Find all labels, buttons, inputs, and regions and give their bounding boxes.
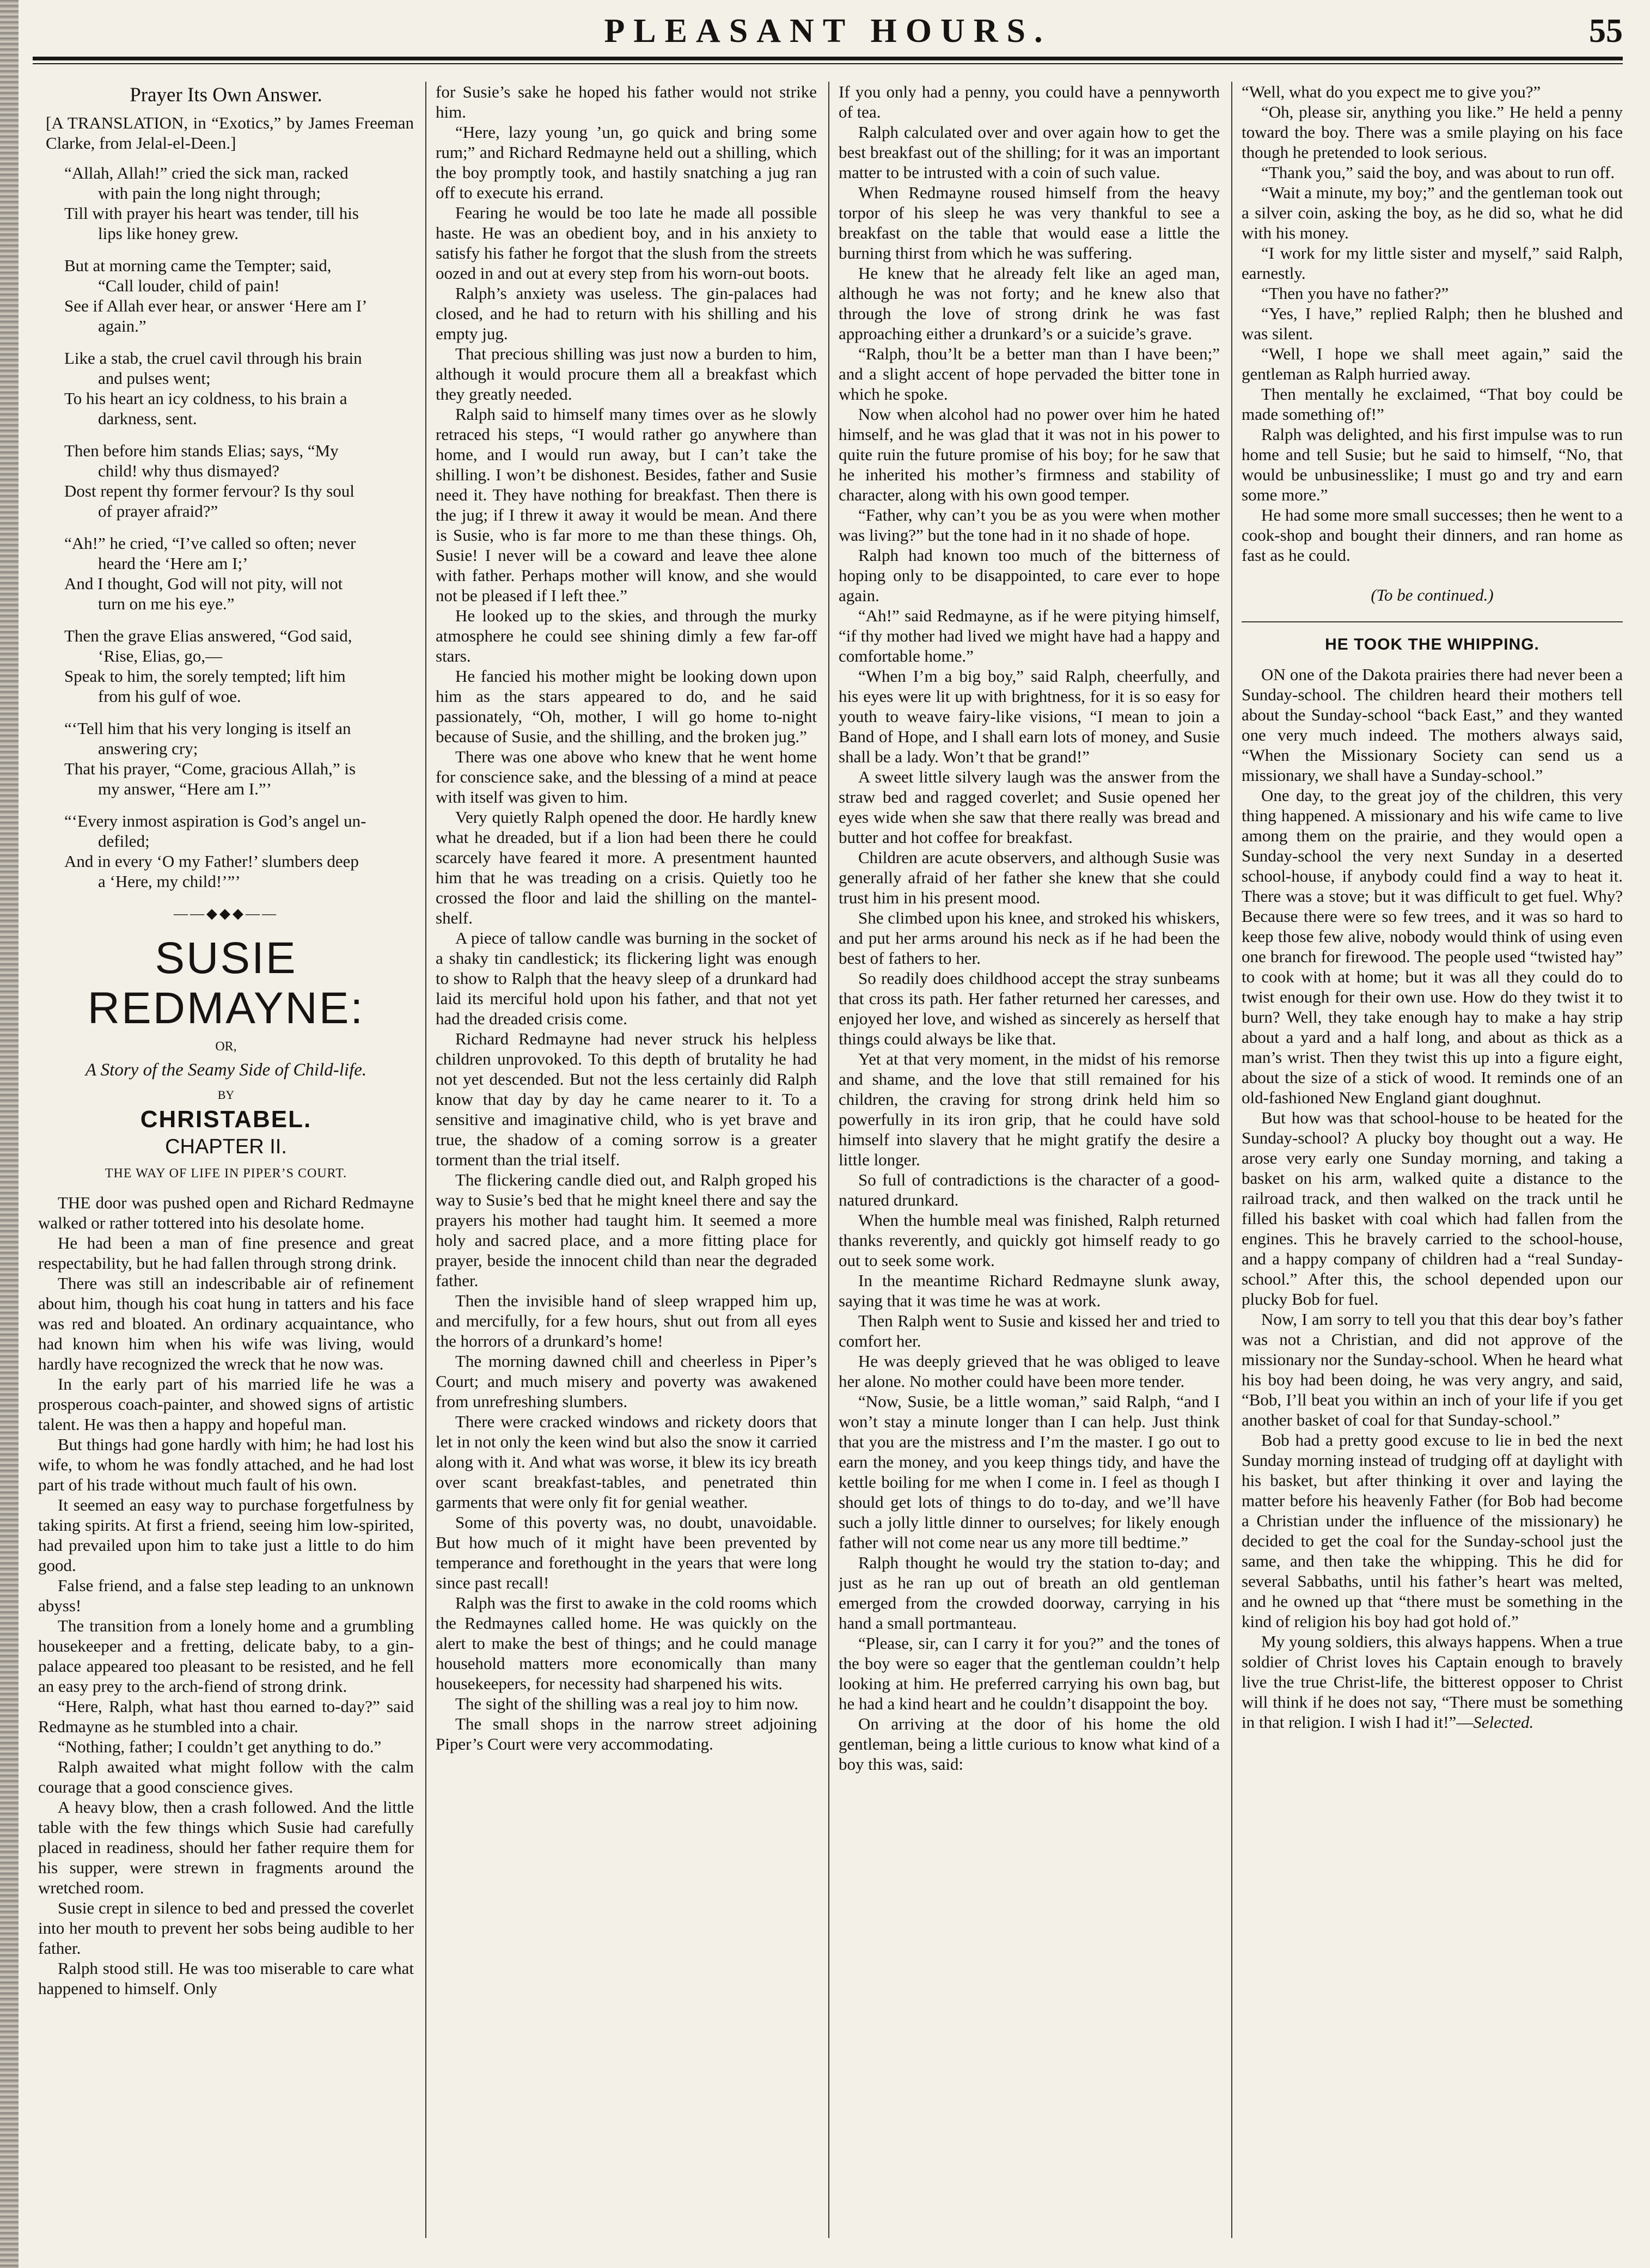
poem-stanza <box>38 255 414 336</box>
poem-line: Speak to him, the sorely tempted; lift him <box>64 667 346 686</box>
paragraph: She climbed upon his knee, and stroked his whiskers, and put her arms around his neck as if he had been the best of fathers to her. <box>839 908 1220 968</box>
paragraph: It seemed an easy way to purchase forgetfulness by taking spirits. At first a friend, seeing him low-spirited, had prevailed upon him to take just a little to do him good. <box>38 1495 414 1575</box>
paragraph: Fearing he would be too late he made all possible haste. He was an obedient boy, and in his anxiety to satisfy his father he forgot that the slush from the streets oozed in and out at every step from his worn-out boots. <box>436 203 817 283</box>
paragraph: “Then you have no father?” <box>1261 284 1449 303</box>
paragraph: But how was that school-house to be heated for the Sunday-school? A plucky boy thought out a way. He arose very early one Sunday morning, and taking a basket on his arm, walked quite a distance to the railroad track, and then walked on the track until he filled his basket with coal which had fallen from the engines. This he bravely carried to the school-house, and a happy company of children had a “real Sunday-school.” After this, the school depended upon our plucky Bob for fuel. <box>1242 1108 1623 1309</box>
paragraph: The morning dawned chill and cheerless in Piper’s Court; and much misery and poverty was awakened from unrefreshing slumbers. <box>436 1352 817 1411</box>
poem-line: “‘Every inmost aspiration is God’s angel un- <box>64 811 366 830</box>
poem-line: ‘Rise, Elias, go,— <box>98 646 223 665</box>
paragraph: “Ah!” said Redmayne, as if he were pitying himself, “if thy mother had lived we might have had a happy and comfortable home.” <box>839 606 1220 665</box>
poem-stanza <box>38 811 414 891</box>
to-be-continued: (To be continued.) <box>1371 585 1494 604</box>
story-text-col4 <box>1242 82 1623 565</box>
paragraph: So full of contradictions is the character of a good-natured drunkard. <box>839 1170 1220 1209</box>
masthead <box>33 4 1623 48</box>
poem-line: Then the grave Elias answered, “God said, <box>64 626 352 645</box>
story-subtitle: A Story of the Seamy Side of Child-life. <box>85 1060 367 1080</box>
poem-stanza <box>38 626 414 706</box>
poem-line: Till with prayer his heart was tender, till his <box>64 204 359 223</box>
paragraph: In the meantime Richard Redmayne slunk away, saying that it was time he was at work. <box>839 1271 1220 1310</box>
poem-line: “Call louder, child of pain! <box>98 276 280 295</box>
paragraph: Ralph’s anxiety was useless. The gin-palaces had closed, and he had to return with his shilling and his empty jug. <box>436 284 817 343</box>
poem-line: lips like honey grew. <box>98 224 239 243</box>
paragraph: On arriving at the door of his home the old gentleman, being a little curious to know what kind of a boy this was, said: <box>839 1714 1220 1774</box>
paragraph: Some of this poverty was, no doubt, unavoidable. But how much of it might have been prevented by temperance and forethought in the years that were long since past recall! <box>436 1513 817 1592</box>
column-divider <box>425 82 426 2238</box>
paragraph: “Please, sir, can I carry it for you?” and the tones of the boy were so eager that the gentleman couldn’t help looking at him. He preferred carrying his own bag, but he had a kind heart and he couldn’t disappoint the boy. <box>839 1634 1220 1713</box>
poem-note: [A TRANSLATION, in “Exotics,” by James Freeman Clarke, from Jelal-el-Deen.] <box>46 113 414 152</box>
column-1 <box>38 82 414 2238</box>
paragraph: “Thank you,” said the boy, and was about to run off. <box>1261 163 1615 182</box>
column-divider <box>1231 82 1232 2238</box>
paragraph: When the humble meal was finished, Ralph returned thanks reverently, and quickly got himself ready to go out to seek some work. <box>839 1211 1220 1270</box>
paragraph: The small shops in the narrow street adjoining Piper’s Court were very accommodating. <box>436 1714 817 1753</box>
poem-line: That his prayer, “Come, gracious Allah,” is <box>64 759 356 778</box>
paragraph: “When I’m a big boy,” said Ralph, cheerfully, and his eyes were lit up with brightness, for it is so easy for youth to weave fairy-like visions, “I mean to join a Band of Hope, and I shall earn lots of money, and Susie shall be a lady. Won’t that be grand!” <box>839 667 1220 766</box>
source-credit: Selected. <box>1473 1713 1534 1732</box>
story-text-col3 <box>839 82 1220 1774</box>
poem-line: my answer, “Here am I.”’ <box>98 779 272 798</box>
article-title: HE TOOK THE WHIPPING. <box>1325 635 1539 653</box>
section-rule <box>1242 621 1623 622</box>
poem-line: Then before him stands Elias; says, “My <box>64 441 339 460</box>
poem-line: heard the ‘Here am I;’ <box>98 554 248 573</box>
poem-line: from his gulf of woe. <box>98 687 241 706</box>
paragraph: A heavy blow, then a crash followed. And the little table with the few things which Susie had carefully placed in readiness, should her father require them for his supper, were strewn in fragments around the wretched room. <box>38 1798 414 1897</box>
poem-line: and pulses went; <box>98 369 211 388</box>
paragraph: He knew that he already felt like an aged man, although he was not forty; and he knew also that through the love of strong drink he was fast approaching either a drunkard’s or a suicide’s grave. <box>839 264 1220 343</box>
story-text-col1 <box>38 1193 414 1998</box>
paragraph: Then the invisible hand of sleep wrapped him up, and mercifully, for a few hours, shut out from all eyes the horrors of a drunkard’s home! <box>436 1291 817 1350</box>
poem-line: of prayer afraid?” <box>98 502 218 521</box>
paragraph: Ralph thought he would try the station to-day; and just as he ran up out of breath an old gentleman emerged from the crowded doorway, carrying in his hand a small portmanteau. <box>839 1553 1220 1633</box>
paragraph: Now when alcohol had no power over him he hated himself, and he was glad that it was not in his power to quite ruin the future promise of his boy; for he saw that he inherited his mother’s firmness and stability of character, along with his own good temper. <box>839 405 1220 504</box>
paragraph: Ralph was the first to awake in the cold rooms which the Redmaynes called home. He was quickly on the alert to make the best of things; and he could manage household matters more economically than many housekeepers, for necessity had sharpened his wits. <box>436 1593 817 1693</box>
paragraph: “Nothing, father; I couldn’t get anything to do.” <box>58 1737 382 1756</box>
paragraph: Ralph had known too much of the bitterness of hoping only to be disappointed, to care ever to hope again. <box>839 546 1220 605</box>
masthead-rule-thick <box>33 57 1623 60</box>
paragraph: Ralph stood still. He was too miserable to care what happened to himself. Only <box>38 1959 414 1998</box>
paragraph: Ralph awaited what might follow with the calm courage that a good conscience gives. <box>38 1757 414 1796</box>
story-title: SUSIE REDMAYNE: <box>87 933 365 1033</box>
poem-line: darkness, sent. <box>98 409 197 428</box>
poem-line: “‘Tell him that his very longing is itself an <box>64 719 351 738</box>
paragraph: for Susie’s sake he hoped his father would not strike him. <box>436 82 817 121</box>
masthead-rule-thin <box>33 63 1623 64</box>
story-by: BY <box>217 1088 235 1102</box>
poem-line: To his heart an icy coldness, to his brain a <box>64 389 347 408</box>
poem-line: a ‘Here, my child!’”’ <box>98 872 241 891</box>
paragraph: The flickering candle died out, and Ralph groped his way to Susie’s bed that he might kneel there and say the prayers his mother had taught him. It seemed a more holy and sacred place, and a more fitting place for prayer, beside the innocent child than near the degraded father. <box>436 1170 817 1290</box>
paragraph: THE door was pushed open and Richard Redmayne walked or rather tottered into his desolate home. <box>38 1193 414 1232</box>
binding-edge <box>0 0 19 2268</box>
column-2 <box>436 82 817 2238</box>
poem-line: again.” <box>98 316 146 335</box>
paragraph: Yet at that very moment, in the midst of his remorse and shame, and the love that still remained for his children, the craving for strong drink held him so powerfully in its iron grip, that he could have sold himself into slavery that he might gratify the desire a little longer. <box>839 1049 1220 1169</box>
paragraph: “Yes, I have,” replied Ralph; then he blushed and was silent. <box>1242 304 1623 343</box>
publication-title: PLEASANT HOURS. <box>604 13 1052 50</box>
column-4 <box>1242 82 1623 2238</box>
poem-line: See if Allah ever hear, or answer ‘Here am I’ <box>64 296 368 315</box>
paragraph: A sweet little silvery laugh was the answer from the straw bed and ragged coverlet; and Susie opened her eyes wide when she saw that there really was bread and butter and hot coffee for breakfast. <box>839 767 1220 847</box>
paragraph: Susie crept in silence to bed and pressed the coverlet into her mouth to prevent her sobs being audible to her father. <box>38 1898 414 1958</box>
poem-title: Prayer Its Own Answer. <box>130 84 322 106</box>
paragraph: “Now, Susie, be a little woman,” said Ralph, “and I won’t stay a minute longer than I can help. Just think that you are the mistress and I’m the master. I go out to earn the money, and you keep things tidy, and have the kettle boiling for me when I come in. I feel as though I should get lots of things to do to-day, and we’ll have such a jolly little dinner to ourselves; for likely enough father will not come near us any more till bedtime.” <box>839 1392 1220 1552</box>
paragraph: Now, I am sorry to tell you that this dear boy’s father was not a Christian, and did not approve of the missionary nor the Sunday-school. When he heard what his boy had been doing, he was very angry, and said, “Bob, I’ll beat you within an inch of your life if you get another basket of coal for that Sunday-school.” <box>1242 1310 1623 1429</box>
paragraph: That precious shilling was just now a burden to him, although it would procure them all a breakfast which they greatly needed. <box>436 344 817 404</box>
paragraph: He looked up to the skies, and through the murky atmosphere he could see shining dimly a few far-off stars. <box>436 606 817 665</box>
poem-line: defiled; <box>98 832 150 851</box>
paragraph: Richard Redmayne had never struck his helpless children unprovoked. To this depth of brutality he had not yet descended. But not the less certainly did Ralph know that day by day he came nearer to it. To a sensitive and imaginative child, who is yet brave and true, the shadow of a coming sorrow is a greater torment than the trial itself. <box>436 1029 817 1169</box>
paragraph: But things had gone hardly with him; he had lost his wife, to whom he was fondly attached, and he had lost part of his trade without much fault of his own. <box>38 1435 414 1494</box>
column-divider <box>828 82 829 2238</box>
paragraph: My young soldiers, this always happens. When a true soldier of Christ loves his Captain enough to bravely live the true Christ-life, the bitterest opposer to Christ will think if he does not say, “There must be something in that religion. I wish I had it!”—Selected. <box>1242 1632 1623 1732</box>
paragraph: “Here, Ralph, what hast thou earned to-day?” said Redmayne as he stumbled into a chair. <box>38 1697 414 1736</box>
paragraph: One day, to the great joy of the children, this very thing happened. A missionary and his wife came to live among them on the prairie, and they would open a Sunday-school the very next Sunday in a deserted school-house, if anybody could find a way to heat it. There was a stove; but it was difficult to get fuel. Why? Because there were so few trees, and it was so hard to keep those few alive, nobody would think of using even one branch for firewood. The people used “twisted hay” to cook with at home; but it was all they could do to twist enough for their own use. How do they twist it to burn? Well, they take enough hay to make a hay strip about a yard and a half long, and about as thick as a man’s wrist. Then they twist this up into a figure eight, about the size of a stick of wood. It reminds one of an old-fashioned New England giant doughnut. <box>1242 786 1623 1107</box>
paragraph: He was deeply grieved that he was obliged to leave her alone. No mother could have been more tender. <box>839 1352 1220 1391</box>
section-separator: ——◆◆◆—— <box>174 906 278 921</box>
page-number: 55 <box>1589 13 1623 50</box>
chapter-title: THE WAY OF LIFE IN PIPER’S COURT. <box>105 1166 347 1181</box>
paragraph: Very quietly Ralph opened the door. He hardly knew what he dreaded, but if a lion had been there he could scarcely have feared it more. A presentment haunted him that he was treading on a crisis. Quietly too he crossed the floor and laid the shilling on the mantel-shelf. <box>436 808 817 927</box>
paragraph: “I work for my little sister and myself,” said Ralph, earnestly. <box>1242 243 1623 283</box>
poem-line: with pain the long night through; <box>98 184 321 203</box>
paragraph: “Wait a minute, my boy;” and the gentleman took out a silver coin, asking the boy, as he did so, what he did with his money. <box>1242 183 1623 242</box>
paragraph: “Well, what do you expect me to give you?” <box>1242 82 1541 101</box>
paragraph: Then mentally he exclaimed, “That boy could be made something of!” <box>1242 384 1623 424</box>
poem-line: But at morning came the Tempter; said, <box>64 256 332 275</box>
paragraph: Ralph said to himself many times over as he slowly retraced his steps, “I would rather go anywhere than home, and I would run away, but I can’t take the shilling. I won’t be dishonest. Besides, father and Susie need it. They have nothing for breakfast. Then there is the jug; if I threw it away it would be mean. And there is Susie, who is far more to me than these things. Oh, Susie! I never will be a coward and leave thee alone with father. Perhaps mother will know, and she would not be pleased if I left thee.” <box>436 405 817 605</box>
paragraph: “Well, I hope we shall meet again,” said the gentleman as Ralph hurried away. <box>1242 344 1623 383</box>
story-text-col2 <box>436 82 817 1754</box>
paragraph: ON one of the Dakota prairies there had never been a Sunday-school. The children heard their mothers tell about the Sunday-school “back East,” and they wanted one very much indeed. The mothers always said, “When the Missionary Society can send us a missionary, we shall have a Sunday-school.” <box>1242 665 1623 785</box>
paragraph: False friend, and a false step leading to an unknown abyss! <box>38 1576 414 1615</box>
paragraph: Then Ralph went to Susie and kissed her and tried to comfort her. <box>839 1311 1220 1350</box>
paragraph: He had some more small successes; then he went to a cook-shop and bought their dinners, and ran home as fast as he could. <box>1242 505 1623 565</box>
paragraph: Ralph was delighted, and his first impulse was to run home and tell Susie; but he said to himself, “No, that would be unbusinesslike; I must go and try and earn some more.” <box>1242 425 1623 504</box>
paragraph: He had been a man of fine presence and great respectability, but he had fallen through strong drink. <box>38 1233 414 1273</box>
paragraph: Ralph calculated over and over again how to get the best breakfast out of the shilling; for it was an important matter to be intrusted with a coin of such value. <box>839 123 1220 182</box>
poem-line: “Ah!” he cried, “I’ve called so often; never <box>64 534 356 553</box>
poem-line: And I thought, God will not pity, will not <box>64 574 343 593</box>
paragraph: “Here, lazy young ’un, go quick and bring some rum;” and Richard Redmayne held out a shilling, which the boy promptly took, and hastily snatching a jug ran off to execute his errand. <box>436 123 817 202</box>
paragraph: Bob had a pretty good excuse to lie in bed the next Sunday morning instead of trudging off at daylight with his basket, but after thinking it over and laying the matter before his heavenly Father (for Bob had become a Christian under the influence of the missionary) he decided to get the coal for the Sunday-school just the same, and then take the whipping. This he did for several Sabbaths, until his father’s heart was melted, and he owned up that “there must be something in the kind of religion his boy had got hold of.” <box>1242 1431 1623 1631</box>
poem-line: child! why thus dismayed? <box>98 461 280 480</box>
poem-stanza <box>38 441 414 521</box>
story-author: CHRISTABEL. <box>140 1106 312 1133</box>
poem-stanza <box>38 348 414 429</box>
story-or: OR, <box>215 1040 237 1054</box>
poem-body <box>38 163 414 891</box>
paragraph: There were cracked windows and rickety doors that let in not only the keen wind but also the snow it carried along with it. And what was worse, it blew its icy breath over scant breakfast-tables, and penetrated thin garments that were only fit for genial weather. <box>436 1412 817 1512</box>
chapter-heading: CHAPTER II. <box>165 1135 287 1158</box>
paragraph: “Ralph, thou’lt be a better man than I have been;” and a slight accent of hope pervaded the bitter tone in which he spoke. <box>839 344 1220 404</box>
paragraph: So readily does childhood accept the stray sunbeams that cross its path. Her father returned her caresses, and enjoyed her love, and wished as sincerely as herself that things could always be like that. <box>839 969 1220 1048</box>
poem-line: And in every ‘O my Father!’ slumbers deep <box>64 852 359 871</box>
poem-stanza <box>38 163 414 243</box>
poem-line: turn on me his eye.” <box>98 594 235 613</box>
poem-stanza <box>38 533 414 614</box>
paragraph: He fancied his mother might be looking down upon him as the stars appeared to do, and he said passionately, “Oh, mother, I will go home to-night because of Susie, and the shilling, and the broken jug.” <box>436 667 817 746</box>
paragraph: “Father, why can’t you be as you were when mother was living?” but the tone had in it no shade of hope. <box>839 505 1220 545</box>
poem-line: answering cry; <box>98 739 198 758</box>
poem-line: “Allah, Allah!” cried the sick man, racked <box>64 163 349 182</box>
paragraph: A piece of tallow candle was burning in the socket of a shaky tin candlestick; its flickering light was enough to show to Ralph that the heavy sleep of a drunkard had laid its merciful hold upon his father, and that not yet had the dreaded crisis come. <box>436 928 817 1028</box>
poem-line: Like a stab, the cruel cavil through his brain <box>64 349 362 368</box>
paragraph: “Oh, please sir, anything you like.” He held a penny toward the boy. There was a smile playing on his face though he pretended to look serious. <box>1242 102 1623 162</box>
poem-stanza <box>38 718 414 799</box>
paragraph: Children are acute observers, and although Susie was generally afraid of her father she knew that she could trust him in his present mood. <box>839 848 1220 907</box>
paragraph: If you only had a penny, you could have a pennyworth of tea. <box>839 82 1220 121</box>
paragraph: The transition from a lonely home and a grumbling housekeeper and a fretting, delicate baby, to a gin-palace appeared too pleasant to be resisted, and he fell an easy prey to the arch-fiend of strong drink. <box>38 1616 414 1696</box>
paragraph: There was still an indescribable air of refinement about him, though his coat hung in tatters and his face was red and bloated. An ordinary acquaintance, who had known him when his wife was living, would hardly have recognized the wreck that he now was. <box>38 1274 414 1373</box>
paragraph: In the early part of his married life he was a prosperous coach-painter, and showed signs of artistic talent. He was then a happy and hopeful man. <box>38 1374 414 1434</box>
column-3 <box>839 82 1220 2238</box>
paragraph: There was one above who knew that he went home for conscience sake, and the blessing of a mind at peace with itself was given to him. <box>436 747 817 806</box>
poem-line: Dost repent thy former fervour? Is thy soul <box>64 481 355 500</box>
paragraph: When Redmayne roused himself from the heavy torpor of his sleep he was very thankful to see a breakfast on the table that would ease a little the burning thirst from which he was suffering. <box>839 183 1220 262</box>
article-body <box>1242 664 1623 1732</box>
paragraph: The sight of the shilling was a real joy to him now. <box>455 1694 798 1713</box>
